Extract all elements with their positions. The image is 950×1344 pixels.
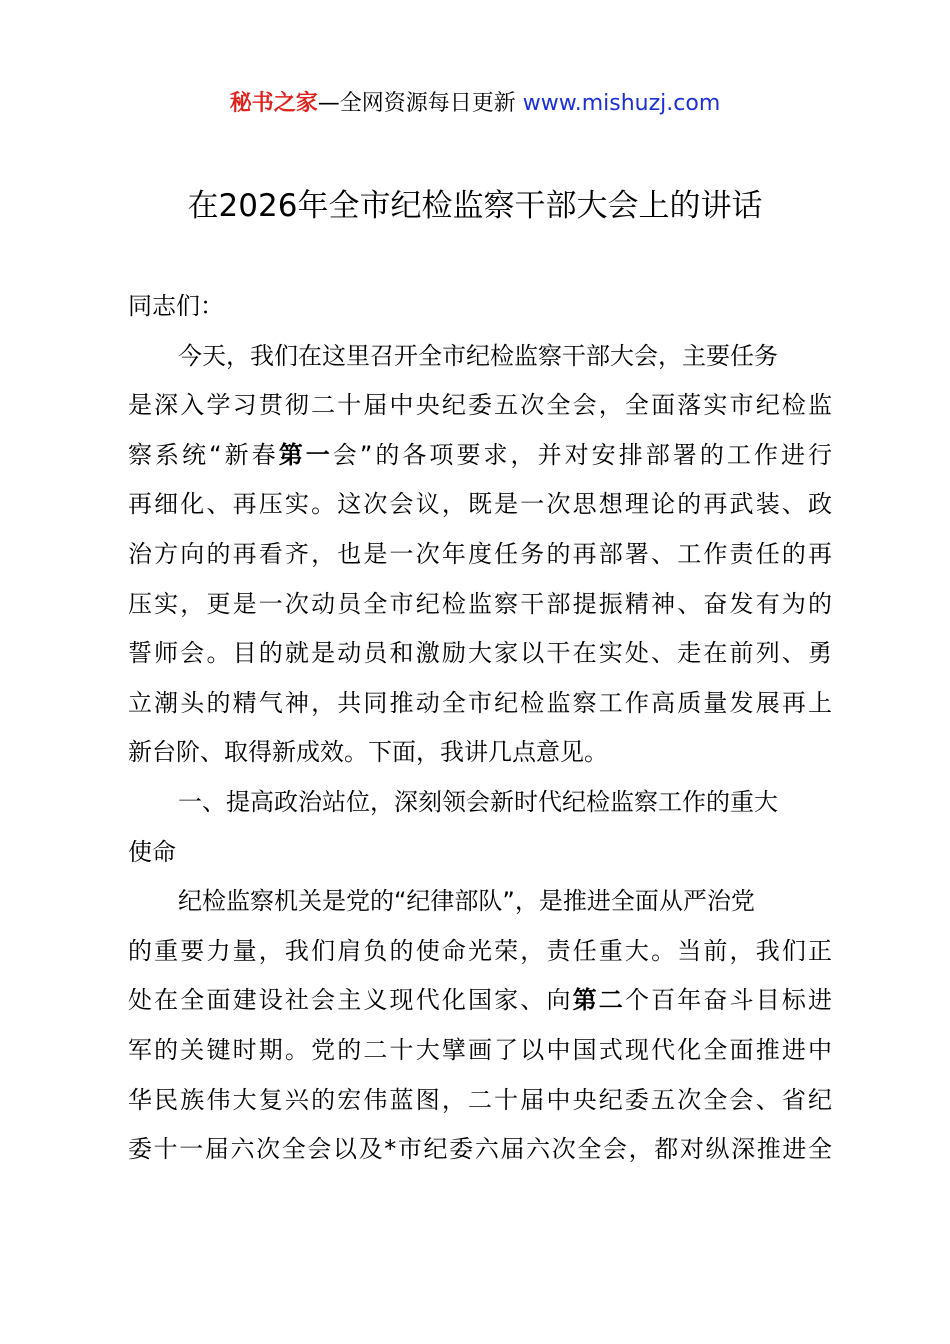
paragraph-line: 再细化、再压实。这次会议，既是一次思想理论的再武装、政 <box>128 490 832 519</box>
bold-text: 第二 <box>572 986 625 1015</box>
paragraph-line: 是深入学习贯彻二十届中央纪委五次全会，全面落实市纪检监 <box>128 391 832 420</box>
paragraph-line: 的重要力量，我们肩负的使命光荣，责任重大。当前，我们正 <box>128 936 832 965</box>
salutation: 同志们： <box>128 292 224 320</box>
section-heading-line: 一、提高政治站位，深刻领会新时代纪检监察工作的重大 <box>178 787 778 816</box>
document-title: 在2026年全市纪检监察干部大会上的讲话 <box>187 188 763 224</box>
paragraph-line: 新台阶、取得新成效。下面，我讲几点意见。 <box>128 738 608 767</box>
banner-tagline: —全网资源每日更新 <box>317 91 523 116</box>
paragraph-line: 察系统“新春第一会”的各项要求，并对安排部署的工作进行 <box>128 440 833 469</box>
paragraph-line: 立潮头的精气神，共同推动全市纪检监察工作高质量发展再上 <box>128 688 832 717</box>
paragraph-line: 治方向的再看齐，也是一次年度任务的再部署、工作责任的再 <box>128 539 832 568</box>
brand-name: 秘书之家 <box>229 91 318 116</box>
paragraph-line: 誓师会。目的就是动员和激励大家以干在实处、走在前列、勇 <box>128 639 832 668</box>
section-heading-line: 使命 <box>128 837 176 866</box>
paragraph-line: 压实，更是一次动员全市纪检监察干部提振精神、奋发有为的 <box>128 589 832 618</box>
paragraph-line: 华民族伟大复兴的宏伟蓝图，二十届中央纪委五次全会、省纪 <box>128 1085 832 1114</box>
paragraph-line: 今天，我们在这里召开全市纪检监察干部大会，主要任务 <box>178 341 778 370</box>
bold-text: 第一 <box>278 440 333 469</box>
paragraph-line: 纪检监察机关是党的“纪律部队”，是推进全面从严治党 <box>178 887 755 916</box>
paragraph-line: 军的关键时期。党的二十大擘画了以中国式现代化全面推进中 <box>128 1035 832 1064</box>
site-url-link[interactable]: www.mishuzj.com <box>522 91 721 116</box>
paragraph-line: 处在全面建设社会主义现代化国家、向第二个百年奋斗目标进 <box>128 986 833 1015</box>
site-banner <box>0 88 950 120</box>
document-body <box>128 282 832 1175</box>
paragraph-line: 委十一届六次全会以及*市纪委六届六次全会，都对纵深推进全 <box>128 1135 832 1164</box>
